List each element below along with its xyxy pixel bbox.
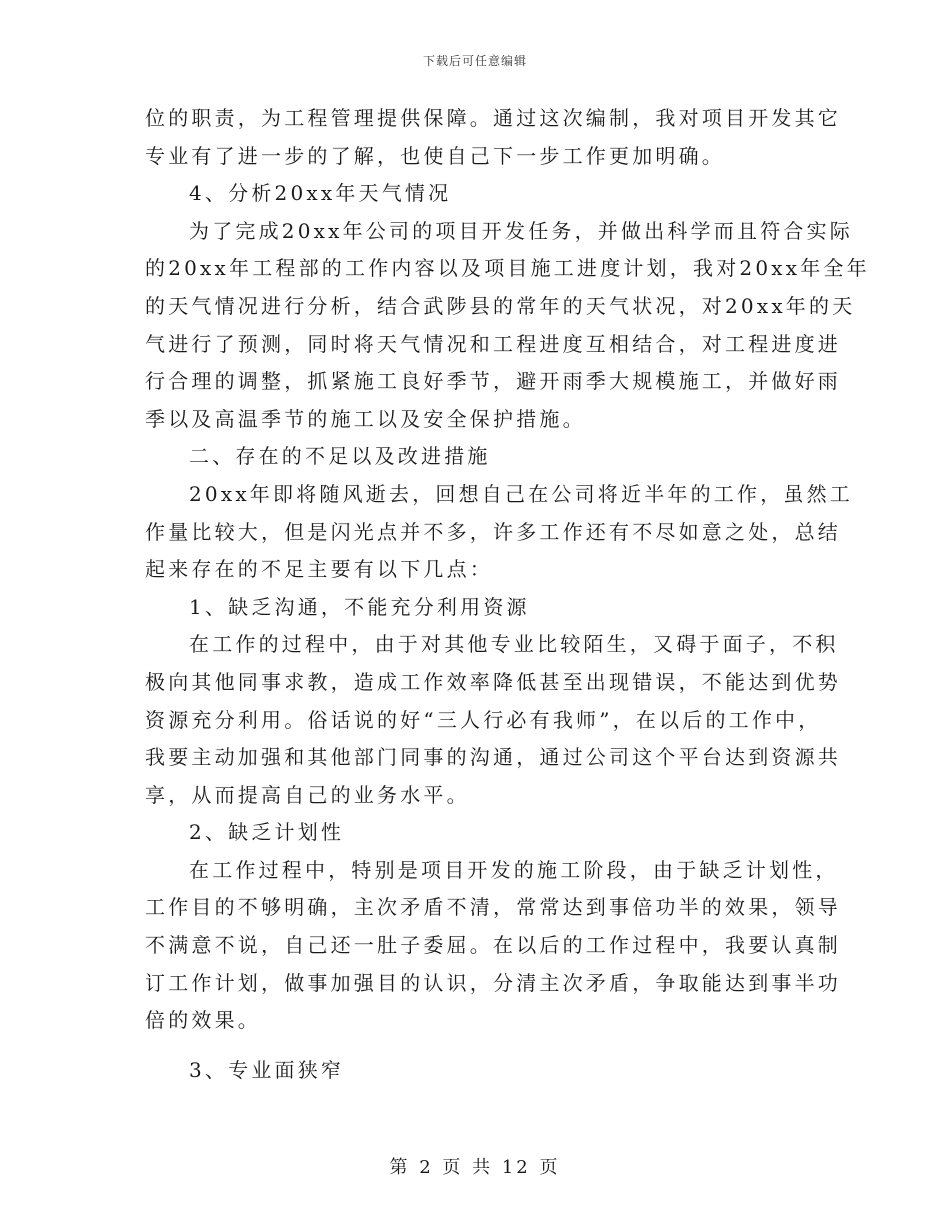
text-line: 不满意不说，自己还一肚子委屈。在以后的工作过程中，我要认真制 bbox=[145, 933, 841, 958]
text-line: 享，从而提高自己的业务水平。 bbox=[145, 782, 470, 807]
page-number: 第 2 页 共 12 页 bbox=[389, 1157, 561, 1178]
text-line: 我要主动加强和其他部门同事的沟通，通过公司这个平台达到资源共 bbox=[145, 745, 841, 770]
text-line: 行合理的调整，抓紧施工良好季节，避开雨季大规模施工，并做好雨 bbox=[145, 369, 841, 394]
paragraph-start: 在工作过程中，特别是项目开发的施工阶段，由于缺乏计划性， bbox=[189, 857, 839, 882]
text-line: 专业有了进一步的了解，也使自己下一步工作更加明确。 bbox=[145, 143, 725, 168]
paragraph-start: 为了完成20xx年公司的项目开发任务，并做出科学而且符合实际 bbox=[189, 218, 854, 243]
section-heading: 二、存在的不足以及改进措施 bbox=[189, 444, 491, 469]
paragraph-start: 在工作的过程中，由于对其他专业比较陌生，又碍于面子，不积 bbox=[189, 632, 839, 657]
paragraph-gap bbox=[145, 1040, 805, 1052]
section-heading: 4、分析20xx年天气情况 bbox=[189, 181, 452, 206]
text-line: 资源充分利用。俗话说的好“三人行必有我师”，在以后的工作中， bbox=[145, 707, 822, 732]
text-line: 位的职责，为工程管理提供保障。通过这次编制，我对项目开发其它 bbox=[145, 106, 841, 130]
text-line: 起来存在的不足主要有以下几点： bbox=[145, 557, 493, 582]
text-line: 订工作计划，做事加强目的认识，分清主次矛盾，争取能达到事半功 bbox=[145, 970, 841, 995]
text-line: 极向其他同事求教，造成工作效率降低甚至出现错误，不能达到优势 bbox=[145, 669, 841, 694]
text-line: 季以及高温季节的施工以及安全保护措施。 bbox=[145, 406, 586, 431]
text-line: 倍的效果。 bbox=[145, 1008, 261, 1033]
text-line: 的20xx年工程部的工作内容以及项目施工进度计划，我对20xx年全年 bbox=[145, 256, 870, 281]
section-heading: 2、缺乏计划性 bbox=[189, 820, 345, 845]
text-line: 作量比较大，但是闪光点并不多，许多工作还有不尽如意之处，总结 bbox=[145, 519, 841, 544]
text-line: 的天气情况进行分析，结合武陟县的常年的天气状况，对20xx年的天 bbox=[145, 293, 856, 318]
page-header: 下载后可任意编辑 bbox=[422, 54, 527, 68]
document-body bbox=[145, 100, 870, 1089]
text-line: 气进行了预测，同时将天气情况和工程进度互相结合，对工程进度进 bbox=[145, 331, 841, 356]
section-heading: 3、专业面狭窄 bbox=[189, 1057, 345, 1082]
section-heading: 1、缺乏沟通，不能充分利用资源 bbox=[189, 594, 530, 619]
paragraph-start: 20xx年即将随风逝去，回想自己在公司将近半年的工作，虽然工 bbox=[189, 481, 854, 506]
text-line: 工作目的不够明确，主次矛盾不清，常常达到事倍功半的效果，领导 bbox=[145, 895, 841, 920]
